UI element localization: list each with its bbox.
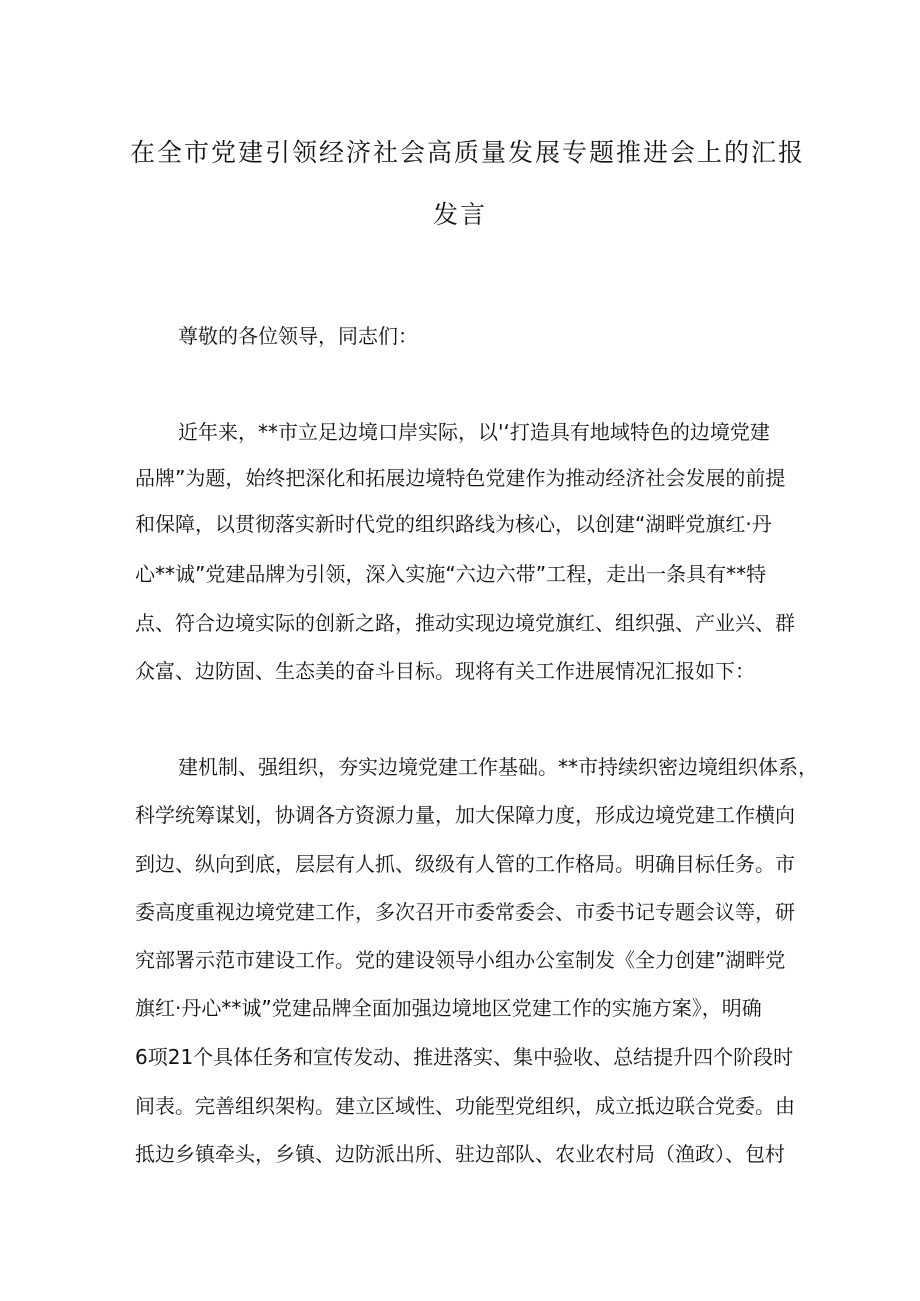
salutation: 尊敬的各位领导，同志们： (178, 324, 418, 348)
document-title-line-1: 在全市党建引领经济社会高质量发展专题推进会上的汇报 (130, 138, 806, 167)
paragraph-2-line: 建机制、强组织，夯实边境党建工作基础。**市持续织密边境组织体系， (178, 755, 818, 779)
paragraph-2-line: 究部署示范市建设工作。党的建设领导小组办公室制发《全力创建”湖畔党 (135, 948, 786, 972)
paragraph-1-line: 点、符合边境实际的创新之路，推动实现边境党旗红、组织强、产业兴、群 (135, 611, 795, 635)
paragraph-2-line: 6项21个具体任务和宣传发动、推进落实、集中验收、总结提升四个阶段时 (135, 1045, 794, 1069)
document-title-line-2: 发言 (432, 200, 487, 229)
paragraph-1-line: 近年来，**市立足边境口岸实际，以'‘打造具有地域特色的边境党建 (178, 420, 770, 444)
paragraph-2-line: 到边、纵向到底，层层有人抓、级级有人管的工作格局。明确目标任务。市 (135, 852, 795, 876)
paragraph-2-line: 旗红·丹心**诚”党建品牌全面加强边境地区党建工作的实施方案》，明确 (135, 996, 762, 1020)
paragraph-2-line: 委高度重视边境党建工作，多次召开市委常委会、市委书记专题会议等，研 (135, 900, 795, 924)
paragraph-1-line: 品牌”为题，始终把深化和拓展边境特色党建作为推动经济社会发展的前提 (135, 466, 786, 490)
paragraph-1-line: 心**诚”党建品牌为引领，深入实施“六边六带”工程，走出一条具有**特 (135, 562, 767, 586)
paragraph-1-line: 众富、边防固、生态美的奋斗目标。现将有关工作进展情况汇报如下： (135, 659, 755, 683)
paragraph-2-line: 科学统筹谋划，协调各方资源力量，加大保障力度，形成边境党建工作横向 (135, 803, 795, 827)
paragraph-2-line: 抵边乡镇牵头，乡镇、边防派出所、驻边部队、农业农村局（渔政）、包村 (135, 1142, 785, 1166)
paragraph-2-line: 间表。完善组织架构。建立区域性、功能型党组织，成立抵边联合党委。由 (135, 1094, 795, 1118)
paragraph-1-line: 和保障，以贯彻落实新时代党的组织路线为核心，以创建“湖畔党旗红·丹 (135, 512, 772, 536)
